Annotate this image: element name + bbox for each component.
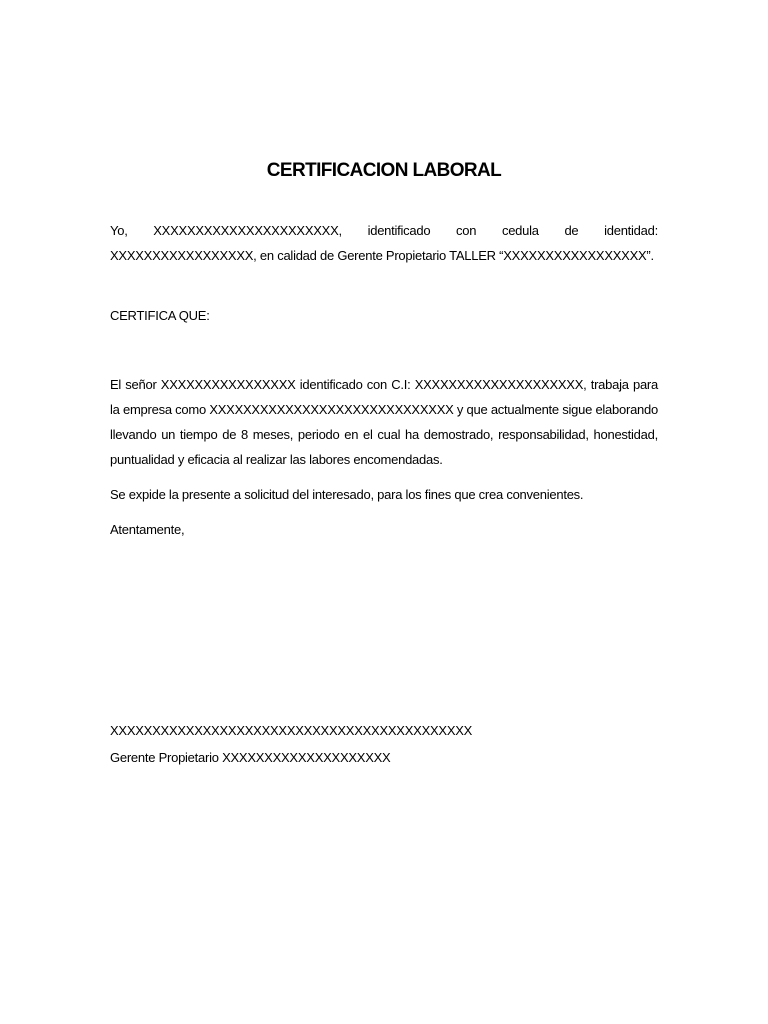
closing-text: Atentamente, (110, 522, 185, 537)
body-paragraph: El señor XXXXXXXXXXXXXXXX identificado con C.I: XXXXXXXXXXXXXXXXXXXX, trabaja para la empresa como XXXXXXXXXXXXXXXXXXXXXXXXXXXXX y que actualmente sigue elaborando llevando un tiempo de 8 meses, periodo en el cual ha demostrado, responsabilidad, honestidad, puntualidad y eficacia al realizar las labores encomendadas. (110, 377, 658, 467)
certifica-heading: CERTIFICA QUE: (110, 308, 210, 323)
signature-name-line: XXXXXXXXXXXXXXXXXXXXXXXXXXXXXXXXXXXXXXXXXXX (110, 723, 473, 738)
expide-paragraph: Se expide la presente a solicitud del interesado, para los fines que crea convenientes. (110, 487, 584, 502)
intro-paragraph: Yo, XXXXXXXXXXXXXXXXXXXXXX, identificado con cedula de identidad: XXXXXXXXXXXXXXXXX, en calidad de Gerente Propietario TALLER “XXXXXXXXXXXXXXXXX”. (110, 223, 658, 263)
signature-role: Gerente Propietario XXXXXXXXXXXXXXXXXXXX (110, 750, 391, 765)
document-title: CERTIFICACION LABORAL (266, 160, 502, 181)
